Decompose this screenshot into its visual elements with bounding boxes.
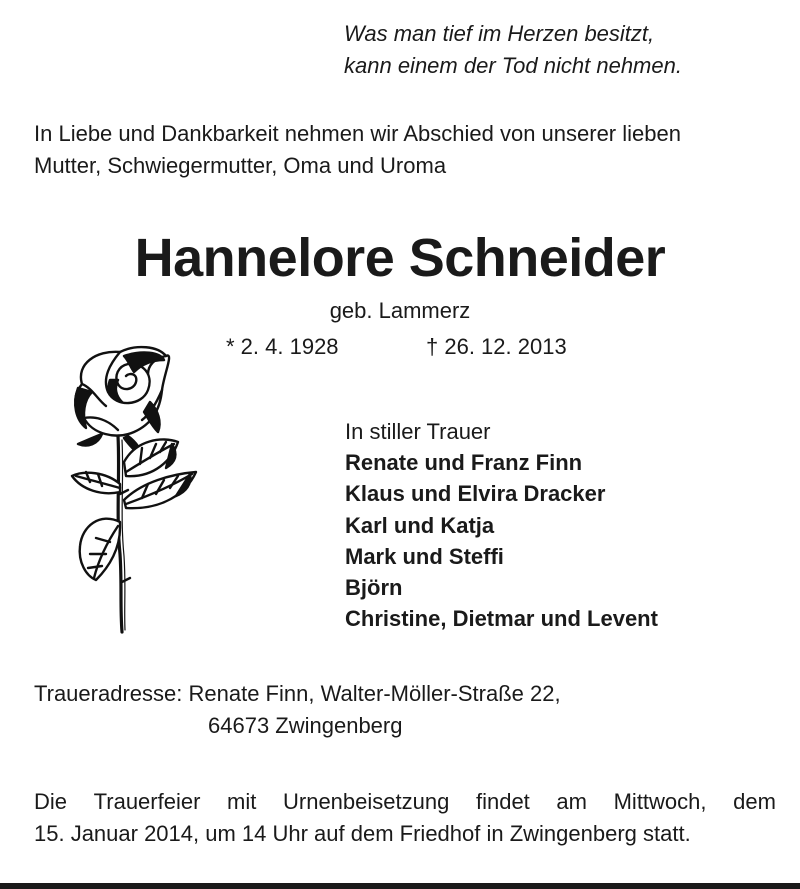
motto-line-1: Was man tief im Herzen besitzt,: [344, 21, 655, 46]
mourner-family: Christine, Dietmar und Levent: [345, 606, 658, 632]
maiden-name: geb. Lammerz: [329, 298, 471, 323]
mourners-list: [345, 416, 658, 634]
address-line-1: Renate Finn, Walter-Möller-Straße 22,: [188, 681, 561, 706]
deceased-name: Hannelore Schneider: [134, 228, 666, 288]
ceremony-info: [34, 786, 776, 850]
ceremony-word: am: [556, 789, 587, 814]
ceremony-word: dem: [733, 789, 776, 814]
intro-line-2: Mutter, Schwiegermutter, Oma und Uroma: [34, 153, 447, 178]
intro-line-1: In Liebe und Dankbarkeit nehmen wir Abschied von unserer lieben: [34, 121, 681, 146]
mourner-family: Karl und Katja: [345, 512, 495, 538]
rose-icon: [62, 344, 202, 636]
ceremony-line-2: 15. Januar 2014, um 14 Uhr auf dem Friedhof in Zwingenberg statt.: [34, 821, 691, 846]
mourners-lead: In stiller Trauer: [345, 419, 491, 444]
death-date: † 26. 12. 2013: [426, 334, 567, 359]
ceremony-word: mit: [227, 789, 257, 814]
intro-text: [34, 118, 779, 182]
bottom-border: [0, 883, 800, 889]
mourning-address: [34, 678, 561, 742]
birth-date: * 2. 4. 1928: [226, 334, 339, 359]
address-line-2: 64673 Zwingenberg: [208, 713, 403, 738]
ceremony-word: Urnenbeisetzung: [283, 789, 450, 814]
mourner-family: Klaus und Elvira Dracker: [345, 481, 606, 507]
motto-quote: [344, 18, 682, 82]
ceremony-word: Mittwoch,: [613, 789, 707, 814]
motto-line-2: kann einem der Tod nicht nehmen.: [344, 53, 682, 78]
mourner-family: Renate und Franz Finn: [345, 450, 583, 476]
mourner-family: Mark und Steffi: [345, 543, 504, 569]
ceremony-word: Trauerfeier: [93, 789, 201, 814]
ceremony-word: findet: [475, 789, 530, 814]
ceremony-word: Die: [34, 789, 68, 814]
ceremony-line-1: [34, 786, 776, 818]
address-label: Traueradresse:: [34, 681, 183, 706]
mourner-family: Björn: [345, 575, 403, 601]
